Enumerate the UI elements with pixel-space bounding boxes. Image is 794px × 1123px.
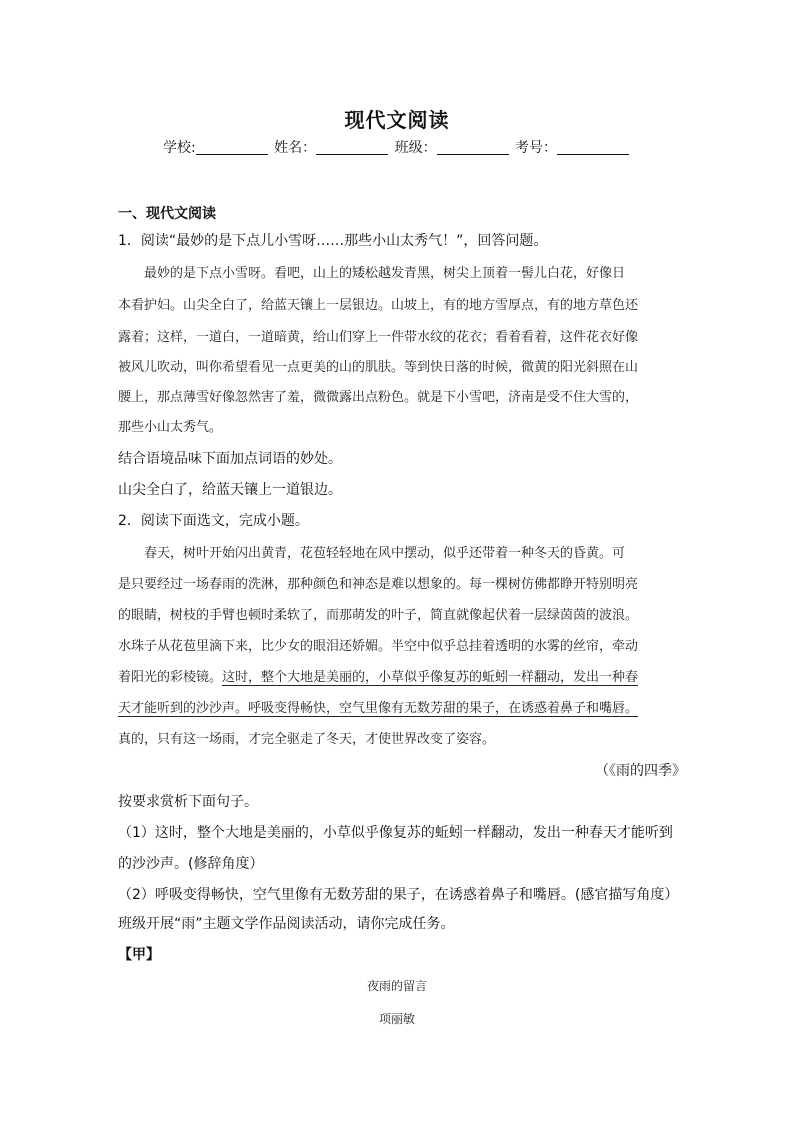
- q2-passage-line: 春天，树叶开始闪出黄青，花苞轻轻地在风中摆动，似乎还带着一种冬天的昏黄。可: [118, 546, 626, 561]
- class-field[interactable]: [437, 140, 509, 155]
- q2-passage-line: [118, 666, 686, 685]
- q2-passage-line: 是只要经过一场春雨的洗淋，那种颜色和神态是难以想象的。每一棵树仿佛都睁开特别明亮: [118, 577, 639, 592]
- class-label: 班级：: [394, 140, 437, 156]
- q2-underlined-sentence-2: 呼吸变得畅快，空气里像有无数芳甜的果子，在诱惑着鼻子和嘴唇。: [248, 701, 639, 716]
- q2-underlined-sentence-1-end: 天才能听到的沙沙声。: [118, 701, 249, 716]
- q1-sentence: 山尖全白了，给蓝天镶上一道银边。: [118, 482, 342, 498]
- poem-author: 项丽敏: [378, 1012, 415, 1026]
- q2-underlined-sentence-1: 这时，整个大地是美丽的，小草似乎像复苏的蚯蚓一样翻动，发出一种春: [222, 670, 639, 685]
- q1-passage-line: 最妙的是下点小雪呀。看吧，山上的矮松越发青黑，树尖上顶着一髻儿白花，好像日: [118, 266, 626, 281]
- q2-passage-plain: 着阳光的彩棱镜。: [118, 670, 223, 685]
- section-heading: 一、现代文阅读: [118, 206, 216, 222]
- name-field[interactable]: [316, 140, 388, 155]
- q2-passage-line: [118, 697, 686, 716]
- school-field[interactable]: [196, 140, 268, 155]
- q1-prompt: 1．阅读“最妙的是下点儿小雪呀……那些小山太秀气！”，回答问题。: [118, 233, 548, 249]
- q2-item-1: （1）这时，整个大地是美丽的，小草似乎像复苏的蚯蚓一样翻动，发出一种春天才能听到: [118, 825, 673, 841]
- q2-passage-line: 的眼睛，树枝的手臂也顿时柔软了，而那萌发的叶子，简直就像起伏着一层绿茵茵的波浪。: [118, 608, 639, 623]
- q1-passage-line: 腰上，那点薄雪好像忽然害了羞，微微露出点粉色。就是下小雪吧，济南是受不住大雪的，: [118, 390, 639, 405]
- exam-number-label: 考号：: [515, 140, 558, 156]
- q2-item-1-cont: 的沙沙声。(修辞角度）: [118, 856, 264, 872]
- q2-passage-line: 真的，只有这一场雨，才完全驱走了冬天，才使世界改变了姿容。: [118, 732, 496, 747]
- school-label: 学校:: [162, 140, 196, 156]
- q2-task: 按要求赏析下面句子。: [118, 794, 258, 810]
- q2-item-2: （2）呼吸变得畅快，空气里像有无数芳甜的果子，在诱惑着鼻子和嘴唇。(感官描写角度）: [118, 887, 679, 903]
- q1-passage-line: 被风儿吹动，叫你希望看见一点更美的山的肌肤。等到快日落的时候，微黄的阳光斜照在山: [118, 360, 639, 375]
- q1-passage-line: 本看护妇。山尖全白了，给蓝天镶上一层银边。山坡上，有的地方雪厚点，有的地方草色还: [118, 298, 639, 313]
- q1-passage-line: 露着；这样，一道白，一道暗黄，给山们穿上一件带水纹的花衣；看着看着，这件花衣好像: [118, 330, 639, 345]
- student-info-row: [0, 137, 794, 157]
- q3-label: 【甲】: [118, 947, 160, 963]
- exam-number-field[interactable]: [557, 140, 629, 155]
- q1-task: 结合语境品味下面加点词语的妙处。: [118, 451, 342, 467]
- q2-source: （《雨的四季》: [595, 763, 686, 779]
- page-title: 现代文阅读: [344, 108, 450, 132]
- poem-title: 夜雨的留言: [366, 979, 427, 993]
- name-label: 姓名：: [274, 140, 317, 156]
- q1-passage-line: 那些小山太秀气。: [118, 420, 223, 435]
- q3-intro: 班级开展“雨”主题文学作品阅读活动，请你完成任务。: [118, 916, 455, 932]
- q2-prompt: 2．阅读下面选文，完成小题。: [118, 513, 309, 529]
- q2-passage-line: 水珠子从花苞里滴下来，比少女的眼泪还娇媚。半空中似乎总挂着透明的水雾的丝帘，牵动: [118, 639, 639, 654]
